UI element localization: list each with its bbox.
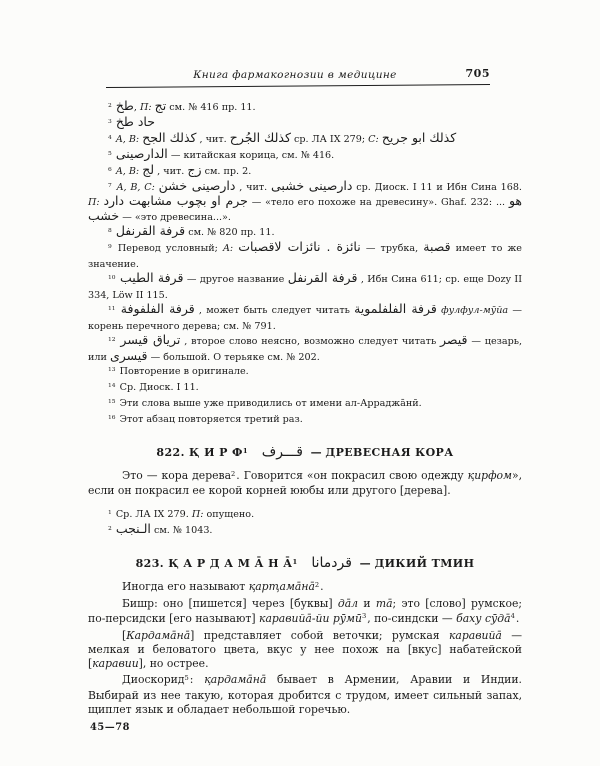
footnote: $^{14}$ Ср. Диоск. I 11.	[108, 382, 199, 394]
page-header	[88, 68, 522, 83]
footnote: $^{11}$ قرفة الفلفوفة , может быть следует читать قرفة الفلفلموية фулфул-мӯйа — корень перечного дерева; см. № 791.	[88, 300, 522, 332]
footnote: $^9$ Перевод условный; A: نائزة . نائزات لاقصبات — трубка, قصبة имеет то же значение.	[88, 239, 522, 271]
footnote: $^1$ Ср. ЛА IX 279. П: опущено.	[108, 509, 255, 521]
body-paragraph: Это — кора дерева$^2$. Говорится «он покрасил свою одежду қирфом», если он покрасил ее корой корней ююбы или другого [дерева].	[88, 469, 523, 498]
footnote: $^{13}$ Повторение в оригинале.	[108, 366, 249, 378]
footnote: $^{10}$ قرفة الطيب — другое название قرفة القرنفل , Ибн Сина 611; ср. еще Dozy II 334, Löw II 115.	[88, 269, 522, 301]
footnote: $^2$ الـنجب см. № 1043.	[108, 521, 213, 537]
page-number: 705	[465, 67, 490, 80]
footnote: $^6$ A, B: لج , чит. زج см. пр. 2.	[108, 161, 252, 177]
section-footnotes	[88, 508, 522, 540]
body-paragraph: Диоскорид$^5$: қардама̄на̄ бывает в Армении, Аравии и Индии. Выбирай из нее такую, которая дробится с трудом, имеет сильный запах, щиплет язык и обладает небольшой горечью.	[88, 673, 522, 716]
header-rule	[106, 84, 490, 88]
footnote: $^{16}$ Этот абзац повторяется третий раз.	[108, 414, 303, 426]
section-823	[88, 556, 522, 717]
page-content	[88, 68, 522, 733]
body-paragraph: Бишр: оно [пишется] через [буквы] да̄л и та̄; это [слово] румское; по-персидски [его называют] каравийа̄-йи рӯмӣ$^3$, по-синдски — баху сӯда̄$^4$.	[88, 597, 522, 625]
signature-mark: 45—78	[90, 722, 131, 734]
footnotes-top	[88, 98, 522, 429]
footnote: $^3$ حاد طخ	[108, 113, 155, 129]
footnote: $^7$ A, B, C: دارصينى خشن , чит. دارصينى خشبى ср. Диоск. I 11 и Ибн Сина 168. П: جرم او بچوب مشابهت دارد — «тело его похоже на древесину». Ghaf. 232: ... هو خشب — «это древесина...».	[88, 177, 522, 224]
section-heading: 822. Қ И Р $Ф^1$ قـــرف — ДРЕВЕСНАЯ КОРА	[156, 444, 454, 461]
section-822	[88, 445, 522, 540]
footnote: $^5$ الدارصينى — китайская корица, см. № 416.	[108, 145, 335, 161]
running-title: Книга фармакогнозии в медицине	[193, 69, 397, 81]
footnote: $^8$ قرفة القرنفل см. № 820 пр. 11.	[108, 223, 275, 239]
footnote: $^4$ A, B: كذلك الجح , чит. كذلك الجُرح ср. ЛА IX 279; C: كذلك ابو جريح	[108, 129, 457, 145]
body-paragraph: Иногда его называют қарҭама̄на̄$^2$.	[122, 580, 324, 594]
footnote: $^2$ طخ, П: تج см. № 416 пр. 11.	[108, 98, 256, 113]
footnote: $^{15}$ Эти слова выше уже приводились от имени ал-Арраджа̄нӣ.	[108, 398, 422, 410]
footnote: $^{12}$ ترياق قيسر , второе слово неясно, возможно следует читать قيصر — цезарь, или قيسرى — большой. О терьяке см. № 202.	[88, 331, 522, 363]
section-heading: 823. Қ А Р Д А М А̄ Н А̄$^1$ قردمانا — ДИКИЙ ТМИН	[135, 555, 475, 572]
body-paragraph: [Кардама̄на̄] представляет собой веточки; румская каравийа̄ — мелкая и беловатого цвета, вкус у нее похож на [вкус] набатейской [каравии], но острее.	[88, 628, 522, 671]
